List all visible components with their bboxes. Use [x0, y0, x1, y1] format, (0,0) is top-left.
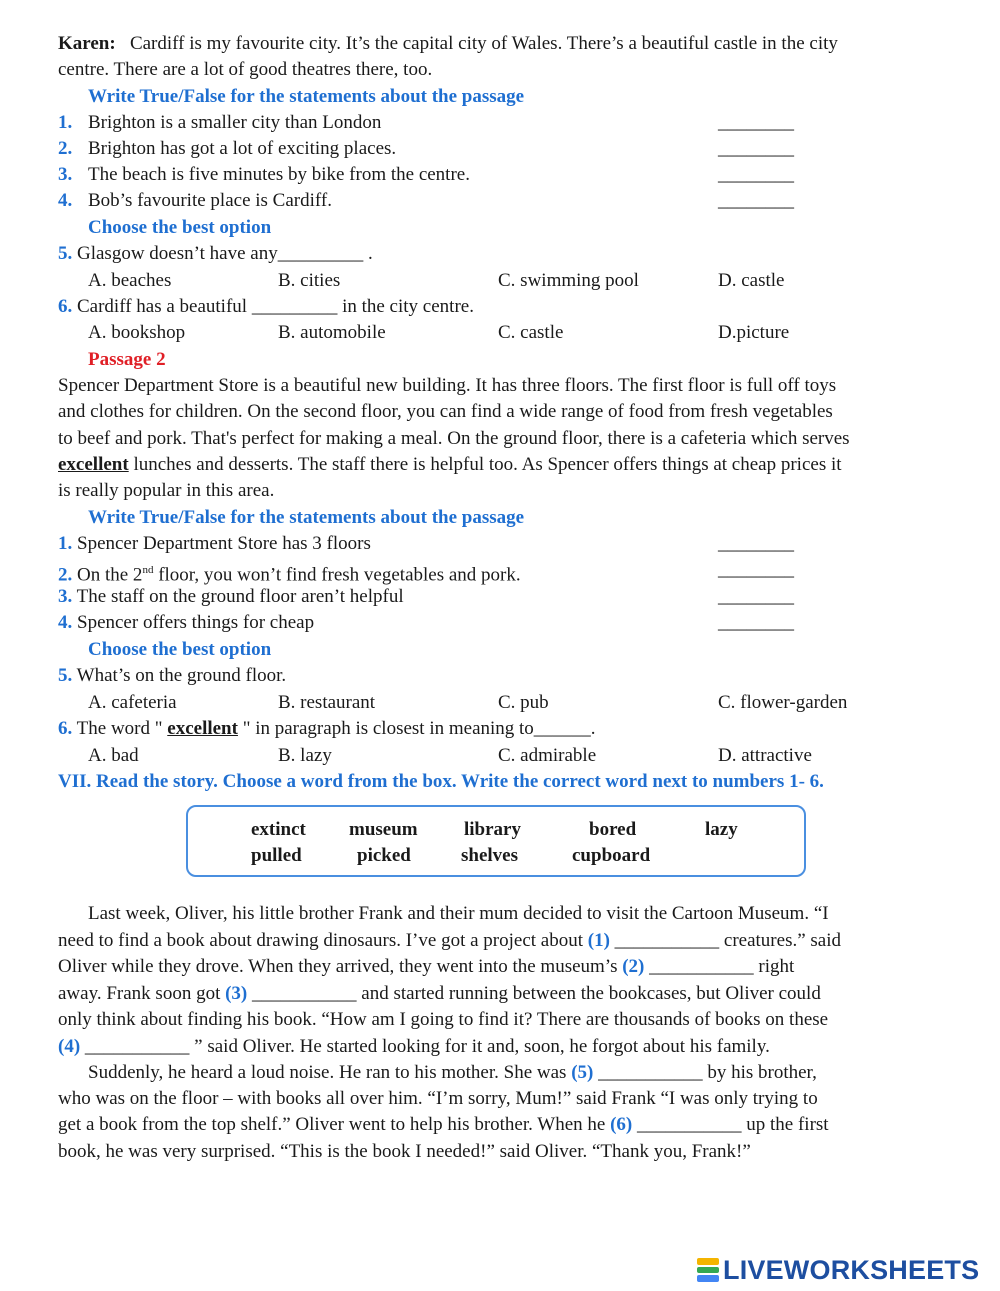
option-c[interactable]: C. castle	[498, 322, 564, 343]
item-text: The staff on the ground floor aren’t helpful	[76, 586, 404, 607]
answer-blank[interactable]: ________	[718, 164, 794, 185]
item-number: 3.	[58, 586, 73, 607]
word-extinct: extinct	[251, 819, 306, 840]
answer-blank[interactable]: ________	[718, 612, 794, 633]
item-number: 4.	[58, 190, 73, 211]
p2-tf-item-4	[58, 610, 314, 636]
p2-question-5	[58, 663, 286, 689]
item-number: 5.	[58, 243, 73, 264]
option-b[interactable]: B. restaurant	[278, 692, 376, 713]
option-b[interactable]: B. automobile	[278, 322, 386, 343]
p1-tf-item-3	[58, 162, 470, 188]
speaker-label: Karen:	[58, 33, 116, 54]
passage-2-title: Passage 2	[88, 349, 166, 370]
item-text-post: floor, you won’t find fresh vegetables and pork.	[153, 564, 521, 586]
karen-text-1: Cardiff is my favourite city. It’s the capital city of Wales. There’s a beautiful castle in the city	[129, 33, 838, 54]
p1-tf-item-4	[58, 188, 332, 214]
item-text: Spencer offers things for cheap	[77, 612, 315, 633]
p1-tf-item-1	[58, 110, 382, 136]
item-text: Brighton is a smaller city than London	[88, 112, 382, 133]
tf-heading-2: Write True/False for the statements about the passage	[88, 507, 525, 528]
answer-blank[interactable]: ________	[718, 586, 794, 607]
answer-blank[interactable]: ________	[718, 533, 794, 554]
key-word: excellent	[167, 718, 238, 739]
story-line-10: book, he was very surprised. “This is the book I needed!” said Oliver. “Thank you, Frank!”	[58, 1141, 751, 1162]
key-word: excellent	[58, 454, 129, 475]
story-line-1: Last week, Oliver, his little brother Frank and their mum decided to visit the Cartoon Museum. “I	[88, 903, 829, 924]
p1-question-6	[58, 294, 474, 320]
liveworksheets-logo	[697, 1256, 979, 1284]
line-text: ___________ right	[644, 956, 795, 977]
p2-line-4	[58, 452, 842, 478]
line-text: ___________ and started running between the bookcases, but Oliver could	[247, 983, 821, 1004]
story-line-6	[58, 1034, 770, 1060]
logo-bar-2	[697, 1267, 719, 1274]
p1-question-5	[58, 241, 373, 267]
line-text: ___________ up the first	[632, 1114, 829, 1135]
section-7-heading: VII. Read the story. Choose a word from the box. Write the correct word next to numbers 1- 6.	[58, 771, 824, 792]
word-library: library	[464, 819, 521, 840]
line-text: ___________ creatures.” said	[609, 930, 842, 951]
line-text: ___________ ” said Oliver. He started looking for it and, soon, he forgot about his family.	[80, 1036, 770, 1057]
word-museum: museum	[349, 819, 418, 840]
item-number: 6.	[58, 718, 73, 739]
item-number: 1.	[58, 533, 73, 554]
story-line-3	[58, 954, 794, 980]
line-text: ___________ by his brother,	[593, 1062, 817, 1083]
item-text: Brighton has got a lot of exciting places.	[88, 138, 397, 159]
line-text: Oliver while they drove. When they arrived, they went into the museum’s	[58, 956, 623, 977]
story-line-7	[88, 1060, 817, 1086]
option-a[interactable]: A. bad	[88, 745, 139, 766]
blank-number-4: (4)	[58, 1036, 81, 1057]
story-line-5: only think about finding his book. “How am I going to find it? There are thousands of books on these	[58, 1009, 829, 1030]
p2-line-5: is really popular in this area.	[58, 480, 275, 501]
option-c[interactable]: C. pub	[498, 692, 549, 713]
item-text: Bob’s favourite place is Cardiff.	[88, 190, 332, 211]
blank-number-2: (2)	[622, 956, 645, 977]
line-text: Suddenly, he heard a loud noise. He ran to his mother. She was	[88, 1062, 572, 1083]
option-a[interactable]: A. bookshop	[88, 322, 186, 343]
blank-number-5: (5)	[571, 1062, 594, 1083]
mc-heading-1: Choose the best option	[88, 217, 272, 238]
option-c[interactable]: C. admirable	[498, 745, 597, 766]
line-text: away. Frank soon got	[58, 983, 226, 1004]
question-text: Cardiff has a beautiful _________ in the city centre.	[77, 296, 474, 317]
blank-number-6: (6)	[610, 1114, 633, 1135]
word-lazy: lazy	[705, 819, 738, 840]
option-c[interactable]: C. swimming pool	[498, 270, 639, 291]
item-number: 2.	[58, 564, 73, 586]
p2-tf-item-3	[58, 584, 404, 610]
question-text-post: " in paragraph is closest in meaning to______.	[237, 718, 596, 739]
word-bored: bored	[589, 819, 637, 840]
option-b[interactable]: B. lazy	[278, 745, 332, 766]
option-b[interactable]: B. cities	[278, 270, 341, 291]
option-d[interactable]: D. castle	[718, 270, 785, 291]
logo-bar-3	[697, 1275, 719, 1282]
answer-blank[interactable]: ________	[718, 138, 794, 159]
p2-line-3: to beef and pork. That's perfect for making a meal. On the ground floor, there is a cafeteria which serves	[58, 428, 850, 449]
line-text: need to find a book about drawing dinosaurs. I’ve got a project about	[58, 930, 588, 951]
logo-bar-1	[697, 1258, 719, 1265]
question-text-pre: The word "	[76, 718, 168, 739]
item-number: 3.	[58, 164, 73, 185]
word-picked: picked	[357, 845, 411, 866]
item-number: 1.	[58, 112, 73, 133]
answer-blank[interactable]: ________	[718, 559, 794, 580]
story-line-8: who was on the floor – with books all over him. “I’m sorry, Mum!” said Frank “I was only trying to	[58, 1088, 818, 1109]
tf-heading-1: Write True/False for the statements about the passage	[88, 86, 525, 107]
item-text: Spencer Department Store has 3 floors	[77, 533, 371, 554]
item-number: 2.	[58, 138, 73, 159]
option-d[interactable]: C. flower-garden	[718, 692, 848, 713]
line-text: lunches and desserts. The staff there is helpful too. As Spencer offers things at cheap prices it	[128, 454, 842, 475]
word-cupboard: cupboard	[572, 845, 651, 866]
p2-line-2: and clothes for children. On the second floor, you can find a wide range of food from fresh vegetables	[58, 401, 833, 422]
blank-number-1: (1)	[587, 930, 610, 951]
story-line-2	[58, 928, 841, 954]
answer-blank[interactable]: ________	[718, 190, 794, 211]
p1-tf-item-2	[58, 136, 397, 162]
option-d[interactable]: D. attractive	[718, 745, 812, 766]
logo-text: LIVEWORKSHEETS	[723, 1254, 980, 1285]
item-number: 5.	[58, 665, 73, 686]
option-d[interactable]: D.picture	[718, 322, 790, 343]
mc-heading-2: Choose the best option	[88, 639, 272, 660]
line-text: get a book from the top shelf.” Oliver went to help his brother. When he	[58, 1114, 611, 1135]
word-pulled: pulled	[251, 845, 302, 866]
item-text: The beach is five minutes by bike from the centre.	[88, 164, 470, 185]
karen-line-2: centre. There are a lot of good theatres there, too.	[58, 59, 433, 80]
option-a[interactable]: A. cafeteria	[88, 692, 177, 713]
word-shelves: shelves	[461, 845, 518, 866]
karen-line-1	[58, 31, 838, 57]
p2-line-1: Spencer Department Store is a beautiful new building. It has three floors. The first floor is full off toys	[58, 375, 837, 396]
word-box	[186, 805, 806, 877]
p2-question-6	[58, 716, 596, 742]
p2-tf-item-1	[58, 531, 371, 557]
item-number: 6.	[58, 296, 73, 317]
question-text: Glasgow doesn’t have any_________ .	[77, 243, 373, 264]
superscript: nd	[142, 564, 154, 576]
item-text-pre: On the 2	[77, 564, 143, 586]
story-line-4	[58, 981, 821, 1007]
item-number: 4.	[58, 612, 73, 633]
blank-number-3: (3)	[225, 983, 248, 1004]
option-a[interactable]: A. beaches	[88, 270, 172, 291]
question-text: What’s on the ground floor.	[76, 665, 287, 686]
answer-blank[interactable]: ________	[718, 112, 794, 133]
story-line-9	[58, 1112, 829, 1138]
logo-icon	[697, 1257, 719, 1283]
